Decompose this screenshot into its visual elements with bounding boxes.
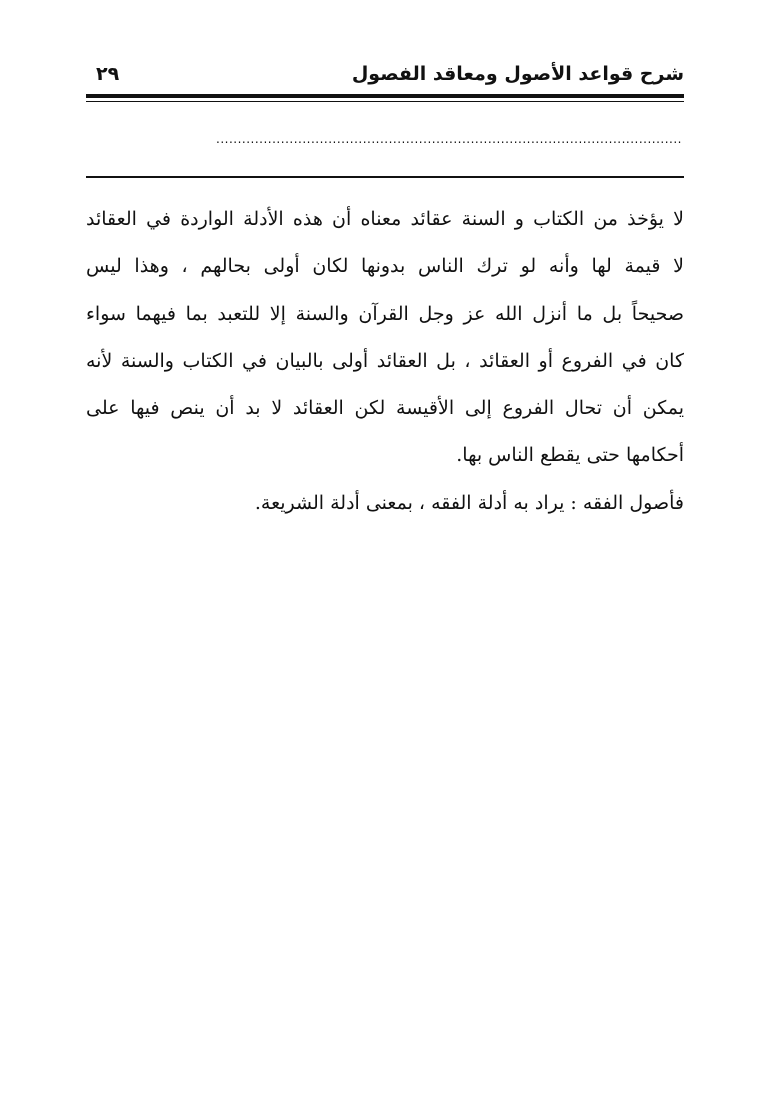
text-line: أحكامها حتى يقطع الناس بها.	[456, 444, 684, 467]
section-separator	[86, 176, 684, 178]
text-line: يمكن أن تحال الفروع إلى الأقيسة لكن العقائد لا بد أن ينص فيها على	[86, 397, 684, 420]
header-rule-thick	[86, 94, 684, 98]
omission-dots: ............................................................................................................	[216, 132, 682, 146]
text-line: فأصول الفقه : يراد به أدلة الفقه ، بمعنى أدلة الشريعة.	[254, 491, 684, 514]
text-line: لا يؤخذ من الكتاب و السنة عقائد معناه أن هذه الأدلة الواردة في العقائد	[86, 208, 684, 230]
text-line: كان في الفروع أو العقائد ، بل العقائد أولى بالبيان في الكتاب والسنة لأنه	[86, 349, 684, 372]
page-header	[88, 58, 684, 94]
text-line: صحيحاً بل ما أنزل الله عز وجل القرآن والسنة إلا للتعبد بما فيهما سواء	[86, 302, 684, 325]
running-title: شرح قواعد الأصول ومعاقد الفصول	[351, 63, 684, 85]
body-text	[86, 196, 684, 527]
header-rule-thin	[86, 101, 684, 102]
page-number: ٢٩	[96, 63, 120, 85]
text-line: لا قيمة لها وأنه لو ترك الناس بدونها لكان أولى بحالهم ، وهذا ليس	[86, 255, 684, 278]
